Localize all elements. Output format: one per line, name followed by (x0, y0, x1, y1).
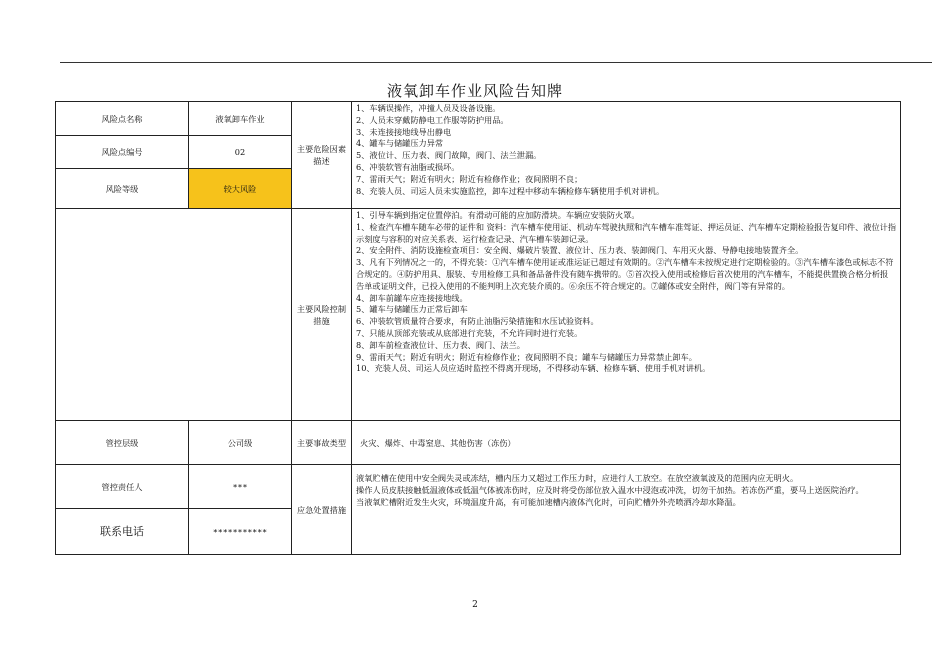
contact-phone-value: *********** (189, 509, 292, 555)
control-level-label: 管控层级 (56, 421, 189, 465)
hazard-factors-label: 主要危险因素描述 (292, 102, 352, 209)
list-item: 5、罐车与储罐压力正常后卸车 (356, 304, 468, 315)
list-item: 9、雷雨天气；附近有明火；附近有检修作业；夜间照明不良；罐车与储罐压力异常禁止卸车。 (356, 351, 697, 362)
list-item: 操作人员皮肤接触低温液体或低温气体被冻伤时，应及时将受伤部位放入温水中浸泡或冲洗，切勿干加热。若冻伤严重，要马上送医院治疗。 (356, 484, 864, 495)
empty-cell (56, 209, 292, 421)
list-item: 6、冲装软管质量符合要求，有防止油脂污染措施和水压试验资料。 (356, 316, 599, 327)
list-item: 5、液位计、压力表、阀门故障，阀门、法兰泄漏。 (356, 150, 542, 161)
emergency-measures-list (352, 465, 901, 555)
responsible-person-label: 管控责任人 (56, 465, 189, 509)
risk-level-label: 风险等级 (56, 169, 189, 209)
responsible-person-value: *** (189, 465, 292, 509)
list-item: 4、卸车前罐车应连接接地线。 (356, 292, 468, 303)
accident-type-value: 火灾、爆炸、中毒窒息、其他伤害（冻伤） (352, 421, 901, 465)
contact-phone-label: 联系电话 (56, 509, 189, 555)
list-item: 2、人员未穿戴防静电工作服等防护用品。 (356, 114, 509, 125)
risk-point-code-value: 02 (189, 136, 292, 169)
risk-level-badge: 较大风险 (189, 169, 292, 209)
list-item: 8、卸车前检查液位计、压力表、阀门、法兰。 (356, 339, 525, 350)
list-item: 2、安全附件、消防设施检查项目：安全阀、爆破片装置、液位计、压力表、装卸阀门、车用灭火器、导静电接地装置齐全。 (356, 245, 804, 256)
list-item: 6、冲装软管有油脂或损坏。 (356, 161, 460, 172)
control-measures-label: 主要风险控制措施 (292, 209, 352, 421)
risk-notice-table (55, 101, 901, 555)
accident-type-label: 主要事故类型 (292, 421, 352, 465)
list-item: 3、凡有下列情况之一的，不得充装：①汽车槽车使用证或准运证已超过有效期的。②汽车槽车未按规定进行定期检验的。③汽车槽车漆色或标志不符合规定的。④防护用具、服装、专用检修工具和备品备件没有随车携带的。⑤首次投入使用或检修后首次使用的汽车槽车，不能提供置换合格分析报告单或证明文件，已投入使用的不能判明上次充装介质的。⑥余压不符合规定的。⑦罐体或安全附件，阀门等有异常的。 (356, 257, 894, 291)
emergency-measures-label: 应急处置措施 (292, 465, 352, 555)
list-item: 7、只能从顶部充装或从底部进行充装，不允许同时进行充装。 (356, 327, 583, 338)
page-number: 2 (472, 600, 478, 610)
page-title: 液氧卸车作业风险告知牌 (386, 82, 563, 100)
list-item: 1、检查汽车槽车随车必带的证件和 资料：汽车槽车使用证、机动车驾驶执照和汽车槽车准驾证、押运员证、汽车槽车定期检验报告复印件、液位计指示刻度与容积的对应关系表、运行检查记录、汽车槽车装卸记录。 (356, 221, 897, 244)
control-level-value: 公司级 (189, 421, 292, 465)
control-measures-list (352, 209, 901, 421)
list-item: 3、未连接接地线导出静电 (356, 126, 452, 137)
list-item: 10、充装人员、司运人员应适时监控不得离开现场，不得移动车辆、检修车辆、使用手机对讲机。 (356, 363, 711, 374)
risk-point-code-label: 风险点编号 (56, 136, 189, 169)
list-item: 4、罐车与储罐压力异常 (356, 138, 444, 149)
list-item: 8、充装人员、司运人员未实施监控，卸车过程中移动车辆检修车辆使用手机对讲机。 (356, 185, 665, 196)
risk-point-name-value: 液氧卸车作业 (189, 102, 292, 136)
list-item: 7、雷雨天气；附近有明火；附近有检修作业；夜间照明不良； (356, 173, 583, 184)
list-item: 1、车辆误操作，冲撞人员及设备设施。 (356, 103, 501, 113)
header-rule (60, 62, 932, 63)
hazard-factors-list (352, 102, 901, 209)
list-item: 当液氧贮槽附近发生火灾，环境温度升高，有可能加速槽内液体汽化时，可向贮槽外外壳喷洒冷却水降温。 (356, 496, 741, 507)
risk-point-name-label: 风险点名称 (56, 102, 189, 136)
list-item: 1、引导车辆到指定位置停泊。有滑动可能的应加防滑块。车辆应安装防火罩。 (356, 210, 640, 220)
list-item: 液氧贮槽在使用中安全阀失灵或冻结，槽内压力又超过工作压力时，应进行人工放空。在放空液氧波及的范围内应无明火。 (356, 473, 799, 483)
